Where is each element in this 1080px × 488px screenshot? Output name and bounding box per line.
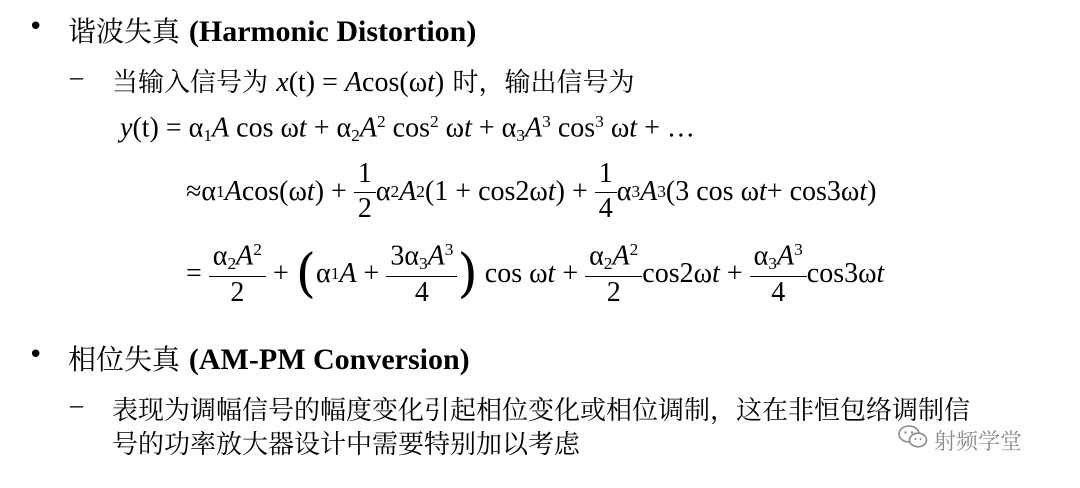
sentence-prefix: 当输入信号为 bbox=[112, 68, 277, 98]
fraction-one-half: $\frac{1}{2}$ bbox=[356, 158, 374, 225]
heading-en: (Harmonic Distortion) bbox=[188, 15, 477, 48]
bullet-marker: • bbox=[28, 12, 44, 42]
watermark bbox=[898, 424, 1022, 456]
am-pm-description-line-2: 号的功率放大器设计中需要特别加以考虑 bbox=[112, 430, 581, 460]
heading-cn: 谐波失真 bbox=[68, 15, 189, 48]
equation-line-2: ≈ α 1 A cos(ω t ) + $\frac{1}{2}$ α 2 A 2 (1 + cos2ω t ) + $\frac{1}{4}$ α 3 A 3 (3 cos ω t + cos3ω t ) bbox=[186, 158, 877, 224]
bullet-marker: • bbox=[28, 340, 44, 370]
wechat-icon bbox=[898, 424, 928, 456]
am-pm-description-line-1: 表现为调幅信号的幅度变化引起相位变化或相位调制，这在非恒包络调制信 bbox=[112, 396, 971, 426]
fraction-one-quarter: $\frac{1}{4}$ bbox=[597, 158, 615, 225]
heading-am-pm-conversion bbox=[68, 338, 470, 378]
input-signal-sentence bbox=[112, 62, 635, 99]
equation-line-3: = $\frac{\alpha 2A^2}{2}$ + ( α 1 A + $\frac{3\alpha 3A^3}{4}$ ) cos ω t + $\frac{\alpha 2A^2}{2}$ cos2ω t + $\frac{\alpha 3A^3}{4}$ cos3ω t bbox=[186, 240, 885, 308]
heading-en: (AM-PM Conversion) bbox=[188, 343, 470, 376]
input-equation: x(t) = Acos(ωt) bbox=[276, 67, 445, 98]
heading-harmonic-distortion bbox=[68, 10, 476, 50]
equation-line-1: y(t) = α1A $\cos \omega t + \alpha 2A^2$ $\cos^2 \omega t + \alpha 3A^3$ $\cos^3 \omega t$ + … bbox=[120, 112, 695, 145]
fraction-a2-A2-over-2-b: $\frac{\alpha 2A^2}{2}$ bbox=[587, 240, 640, 309]
fraction-a3-A3-over-4: $\frac{\alpha 3A^3}{4}$ bbox=[752, 240, 805, 309]
fraction-a2-A2-over-2: $\frac{\alpha 2A^2}{2}$ bbox=[211, 240, 264, 309]
dash-marker: – bbox=[70, 390, 83, 419]
fraction-3a3-A3-over-4: $\frac{3\alpha 3A^3}{4}$ bbox=[388, 240, 455, 309]
heading-cn: 相位失真 bbox=[68, 343, 189, 376]
dash-marker: – bbox=[70, 62, 83, 91]
sentence-suffix: 时，输出信号为 bbox=[444, 68, 635, 98]
watermark-text: 射频学堂 bbox=[934, 429, 1023, 455]
